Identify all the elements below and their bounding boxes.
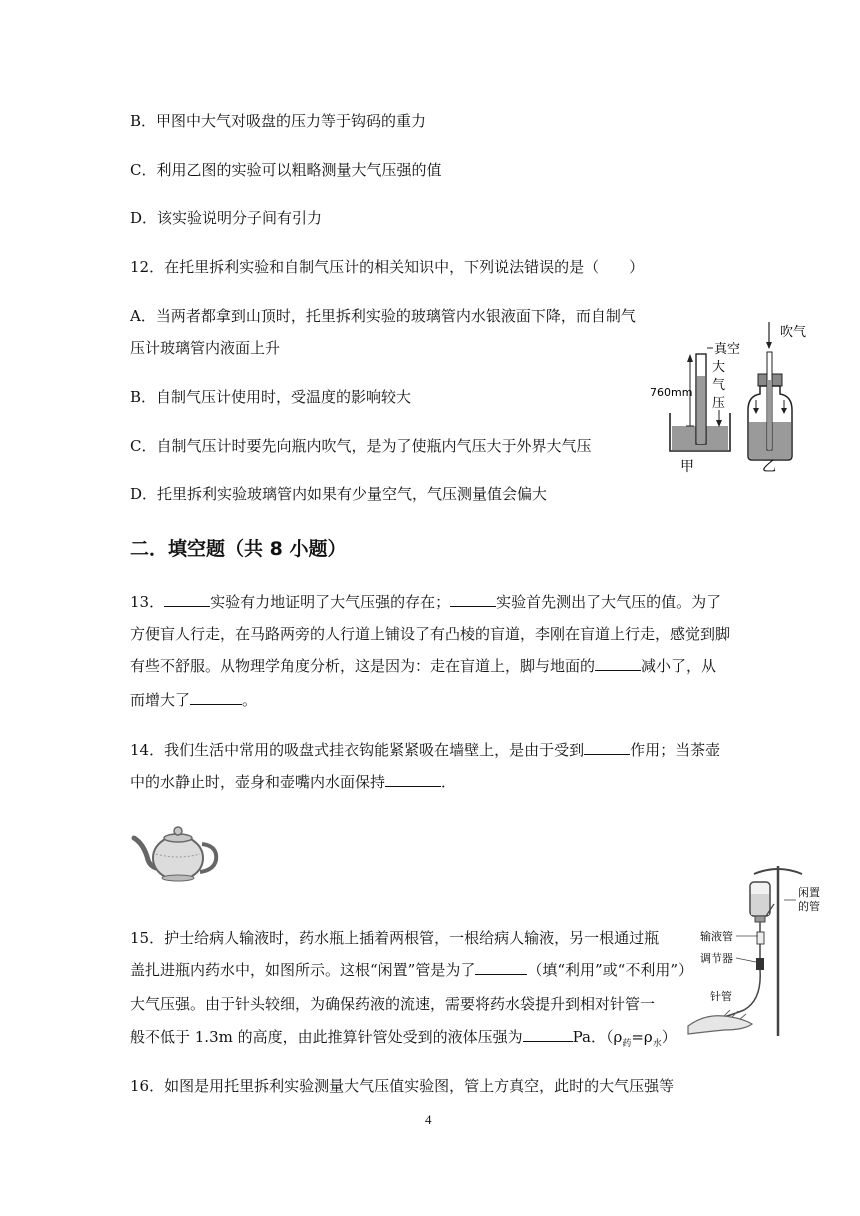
blank[interactable] bbox=[475, 960, 527, 975]
q13-line3: 有些不舒服。从物理学角度分析，这是因为：走在盲道上，脚与地面的 减小了，从 bbox=[130, 657, 717, 675]
hand bbox=[688, 1016, 752, 1034]
label-vacuum: 真空 bbox=[714, 342, 741, 357]
q12-option-d: D．托里拆利实验玻璃管内如果有少量空气，气压测量值会偏大 bbox=[130, 485, 548, 503]
label-needle: 针管 bbox=[710, 990, 732, 1003]
q15-line3: 大气压强。由于针头较细，为确保药液的流速，需要将药水袋提升到相对针管一 bbox=[130, 995, 656, 1013]
q14-line1: 14．我们生活中常用的吸盘式挂衣钩能紧紧吸在墙壁上，是由于受到 作用；当茶壶 bbox=[130, 741, 721, 759]
blank[interactable] bbox=[385, 772, 441, 787]
label-infusion-tube: 输液管 bbox=[700, 930, 733, 943]
blank[interactable] bbox=[450, 592, 496, 607]
label-blow: 吹气 bbox=[780, 325, 807, 340]
q15-line1: 15．护士给病人输液时，药水瓶上插着两根管，一根给病人输液，另一根通过瓶 bbox=[130, 929, 660, 947]
mercury-column bbox=[697, 376, 705, 444]
teapot-lid-knob bbox=[174, 827, 182, 835]
q12-option-b: B．自制气压计使用时，受温度的影响较大 bbox=[130, 388, 412, 406]
q12-stem: 12．在托里拆利实验和自制气压计的相关知识中，下列说法错误的是（ ） bbox=[130, 258, 645, 276]
q12-option-a-line1: A．当两者都拿到山顶时，托里拆利实验的玻璃管内水银液面下降，而自制气 bbox=[130, 307, 636, 325]
q11-option-c: C．利用乙图的实验可以粗略测量大气压强的值 bbox=[130, 161, 442, 179]
label-atm-1: 大 bbox=[712, 360, 726, 375]
label-atm-2: 气 bbox=[712, 378, 726, 393]
label-760mm: 760mm bbox=[650, 386, 693, 399]
label-idle-2: 的管 bbox=[798, 900, 820, 913]
regulator bbox=[756, 958, 764, 970]
iv-drip-figure bbox=[684, 860, 834, 1040]
q12-option-c: C．自制气压计时要先向瓶内吹气，是为了使瓶内气压大于外界大气压 bbox=[130, 437, 592, 455]
q13-line4: 而增大了 。 bbox=[130, 691, 258, 709]
q15-line4: 般不低于 1.3m 的高度，由此推算针管处受到的液体压强为 Pa．$(\rho_药=\rho_水)$ bbox=[130, 1028, 677, 1049]
label-regulator: 调节器 bbox=[700, 952, 733, 965]
q15-line2: 盖扎进瓶内药水中，如图所示。这根“闲置”管是为了 （填“利用”或“不利用”） bbox=[130, 961, 694, 979]
q13-line1: 13． 实验有力地证明了大气压强的存在； 实验首先测出了大气压的值。为了 bbox=[130, 593, 722, 611]
q11-option-d: D．该实验说明分子间有引力 bbox=[130, 209, 323, 227]
page-number: 4 bbox=[425, 1112, 432, 1127]
blank[interactable] bbox=[584, 740, 630, 755]
label-yi: 乙 bbox=[762, 459, 776, 475]
q16-line1: 16．如图是用托里拆利实验测量大气压值实验图，管上方真空，此时的大气压强等 bbox=[130, 1077, 675, 1095]
blank[interactable] bbox=[164, 592, 210, 607]
q11-option-b: B．甲图中大气对吸盘的压力等于钩码的重力 bbox=[130, 112, 427, 130]
blank[interactable] bbox=[523, 1027, 573, 1042]
blank[interactable] bbox=[595, 656, 641, 671]
teapot-image bbox=[130, 822, 222, 884]
barometer-figure bbox=[650, 318, 825, 478]
blank[interactable] bbox=[190, 690, 242, 705]
label-idle-1: 闲置 bbox=[798, 886, 820, 899]
q13-line2: 方便盲人行走，在马路两旁的人行道上铺设了有凸棱的盲道，李刚在盲道上行走，感觉到脚 bbox=[130, 625, 731, 643]
q12-option-a-line2: 压计玻璃管内液面上升 bbox=[130, 339, 281, 357]
section-title-fill-blank: 二．填空题（共 8 小题） bbox=[130, 538, 347, 560]
label-atm-3: 压 bbox=[712, 396, 726, 411]
label-jia: 甲 bbox=[680, 459, 694, 475]
q14-line2: 中的水静止时，壶身和壶嘴内水面保持 ． bbox=[130, 773, 457, 791]
